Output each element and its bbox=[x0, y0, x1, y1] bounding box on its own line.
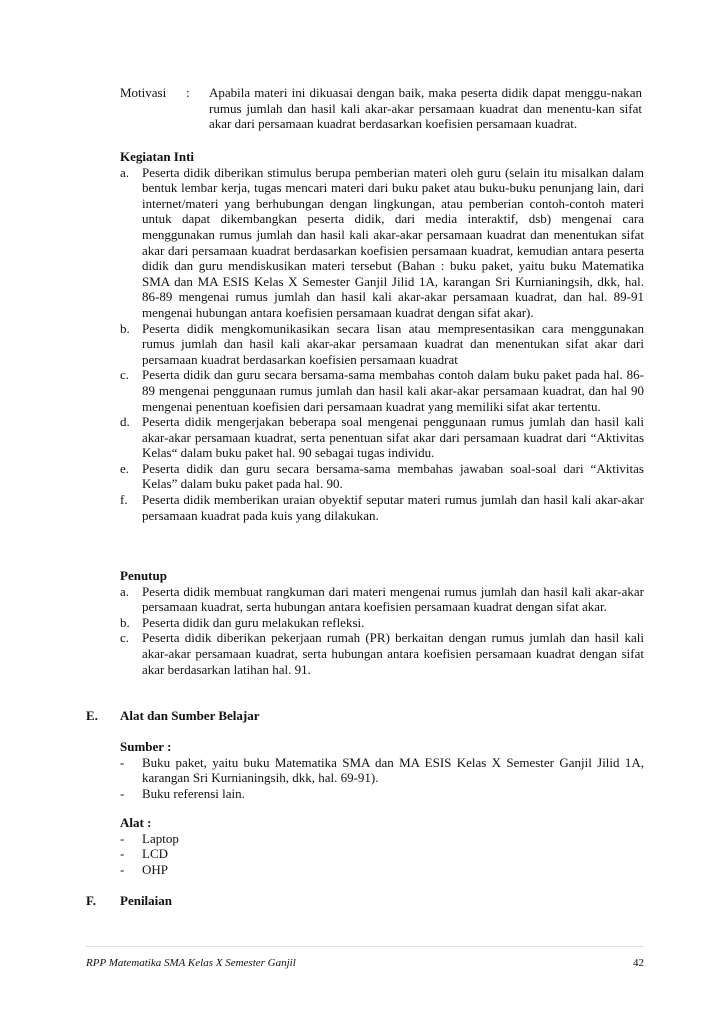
list-marker: - bbox=[120, 754, 125, 770]
list-item bbox=[120, 755, 644, 786]
page-number: 42 bbox=[633, 957, 644, 969]
penutup-section bbox=[120, 568, 644, 677]
list-item bbox=[120, 414, 644, 461]
motivasi-row bbox=[120, 85, 642, 132]
list-item-text: Peserta didik mengerjakan beberapa soal mengenai penggunaan rumus jumlah dan hasil kali akar-akar persamaan kuadrat, serta penentuan sifat akar dari persamaan kuadrat dari “Aktivitas Kelas“ dalam buku paket hal. 90 sebagai tugas individu. bbox=[142, 414, 644, 461]
footer-divider bbox=[86, 946, 644, 947]
list-marker: c. bbox=[120, 367, 130, 383]
section-f-label: F. bbox=[86, 893, 96, 908]
list-item-text: Peserta didik dan guru secara bersama-sama membahas jawaban soal-soal dari “Aktivitas Kelas” dalam buku paket pada hal. 90. bbox=[142, 460, 644, 492]
list-item bbox=[120, 367, 644, 414]
section-e-title: Alat dan Sumber Belajar bbox=[120, 708, 260, 723]
list-marker: b. bbox=[120, 614, 130, 630]
penutup-heading: Penutup bbox=[120, 568, 167, 583]
alat-section bbox=[120, 815, 644, 877]
motivasi-label: Motivasi bbox=[120, 85, 167, 100]
list-item-text: LCD bbox=[142, 846, 168, 862]
motivasi-colon: : bbox=[186, 85, 190, 100]
list-item-text: OHP bbox=[142, 861, 169, 877]
list-item bbox=[120, 831, 644, 847]
list-marker: - bbox=[120, 830, 125, 846]
list-item-text: Peserta didik dan guru melakukan refleksi. bbox=[142, 614, 365, 630]
list-item bbox=[120, 461, 644, 492]
footer-document-title: RPP Matematika SMA Kelas X Semester Ganjil bbox=[86, 957, 296, 969]
list-item bbox=[120, 846, 644, 862]
list-item-text: Peserta didik memberikan uraian obyektif seputar materi rumus jumlah dan hasil kali akar-akar persamaan kuadrat pada kuis yang dilakukan. bbox=[142, 492, 644, 523]
list-marker: - bbox=[120, 861, 125, 877]
alat-heading: Alat : bbox=[120, 815, 152, 830]
list-marker: e. bbox=[120, 460, 130, 476]
section-f-title: Penilaian bbox=[120, 893, 173, 908]
section-e-label: E. bbox=[86, 708, 98, 723]
list-item bbox=[120, 786, 644, 802]
list-item-text: Peserta didik diberikan stimulus berupa pemberian materi oleh guru (selain itu misalkan dalam bentuk lembar kerja, tugas mencari materi dari buku paket atau buku-buku penunjang lain, dari internet/materi yang berhubungan dengan lingkungan, atau pemberian contoh-contoh materi untuk dapat dikembangkan peserta didik, dari media interaktif, dsb) mengenai cara menggunakan rumus jumlah dan hasil kali akar-akar persamaan kuadrat dan menentukan sifat akar dari persamaan kuadrat berdasarkan koefisien persamaan kuadrat, kemudian antara peserta didik dan guru mendiskusikan materi tersebut (Bahan : buku paket, yaitu buku Matematika SMA dan MA ESIS Kelas X Semester Ganjil Jilid 1A, karangan Sri Kurnianingsih, dkk, hal. 86-89 mengenai rumus jumlah dan hasil kali akar-akar persamaan kuadrat, dan hal. 89-91 mengenai hubungan antara koefisien persamaan kuadrat dengan sifat akar). bbox=[142, 164, 644, 320]
motivasi-text: Apabila materi ini dikuasai dengan baik, maka peserta didik dapat menggu-nakan rumus jumlah dan hasil kali akar-akar persamaan kuadrat dan menentu-kan sifat akar dari persamaan kuadrat berdasarkan koefisien persamaan kuadrat. bbox=[209, 85, 642, 132]
list-marker: - bbox=[120, 846, 125, 862]
list-marker: d. bbox=[120, 414, 130, 430]
list-item bbox=[120, 584, 644, 615]
list-item bbox=[120, 321, 644, 368]
list-marker: b. bbox=[120, 320, 130, 336]
list-marker: a. bbox=[120, 583, 130, 599]
sumber-section bbox=[120, 739, 644, 801]
list-marker: f. bbox=[120, 492, 128, 508]
list-item-text: Buku paket, yaitu buku Matematika SMA dan MA ESIS Kelas X Semester Ganjil Jilid 1A, karangan Sri Kurnianingsih, dkk, hal. 69-91). bbox=[142, 754, 644, 786]
sumber-heading: Sumber : bbox=[120, 739, 172, 754]
list-item-text: Peserta didik membuat rangkuman dari materi mengenai rumus jumlah dan hasil kali akar-akar persamaan kuadrat, serta hubungan antara koefisien persamaan kuadrat dengan sifat akar. bbox=[142, 583, 644, 615]
list-item bbox=[120, 165, 644, 321]
list-item-text: Buku referensi lain. bbox=[142, 785, 245, 801]
list-item-text: Peserta didik diberikan pekerjaan rumah (PR) berkaitan dengan rumus jumlah dan hasil kali akar-akar persamaan kuadrat, serta hubungan antara koefisien persamaan kuadrat dengan sifat akar berdasarkan latihan hal. 91. bbox=[142, 630, 644, 677]
list-item bbox=[120, 862, 644, 878]
kegiatan-inti-heading: Kegiatan Inti bbox=[120, 149, 195, 164]
list-item-text: Peserta didik dan guru secara bersama-sama membahas contoh dalam buku paket pada hal. 86-89 mengenai penggunaan rumus jumlah dan hasil kali akar-akar persamaan kuadrat, dan hal 90 mengenai penentuan koefisien dari persamaan kuadrat yang memiliki sifat akar tertentu. bbox=[142, 367, 644, 414]
list-marker: c. bbox=[120, 630, 130, 646]
list-marker: - bbox=[120, 785, 125, 801]
list-marker: a. bbox=[120, 164, 130, 180]
list-item bbox=[120, 615, 644, 631]
list-item bbox=[120, 630, 644, 677]
list-item bbox=[120, 492, 644, 523]
kegiatan-inti-section bbox=[120, 149, 644, 523]
list-item-text: Laptop bbox=[142, 830, 179, 846]
list-item-text: Peserta didik mengkomunikasikan secara lisan atau mempresentasikan cara menggunakan rumus jumlah dan hasil kali akar-akar persamaan kuadrat dan menentukan sifat akar dari persamaan kuadrat berdasarkan koefisien persamaan kuadrat bbox=[142, 320, 644, 367]
